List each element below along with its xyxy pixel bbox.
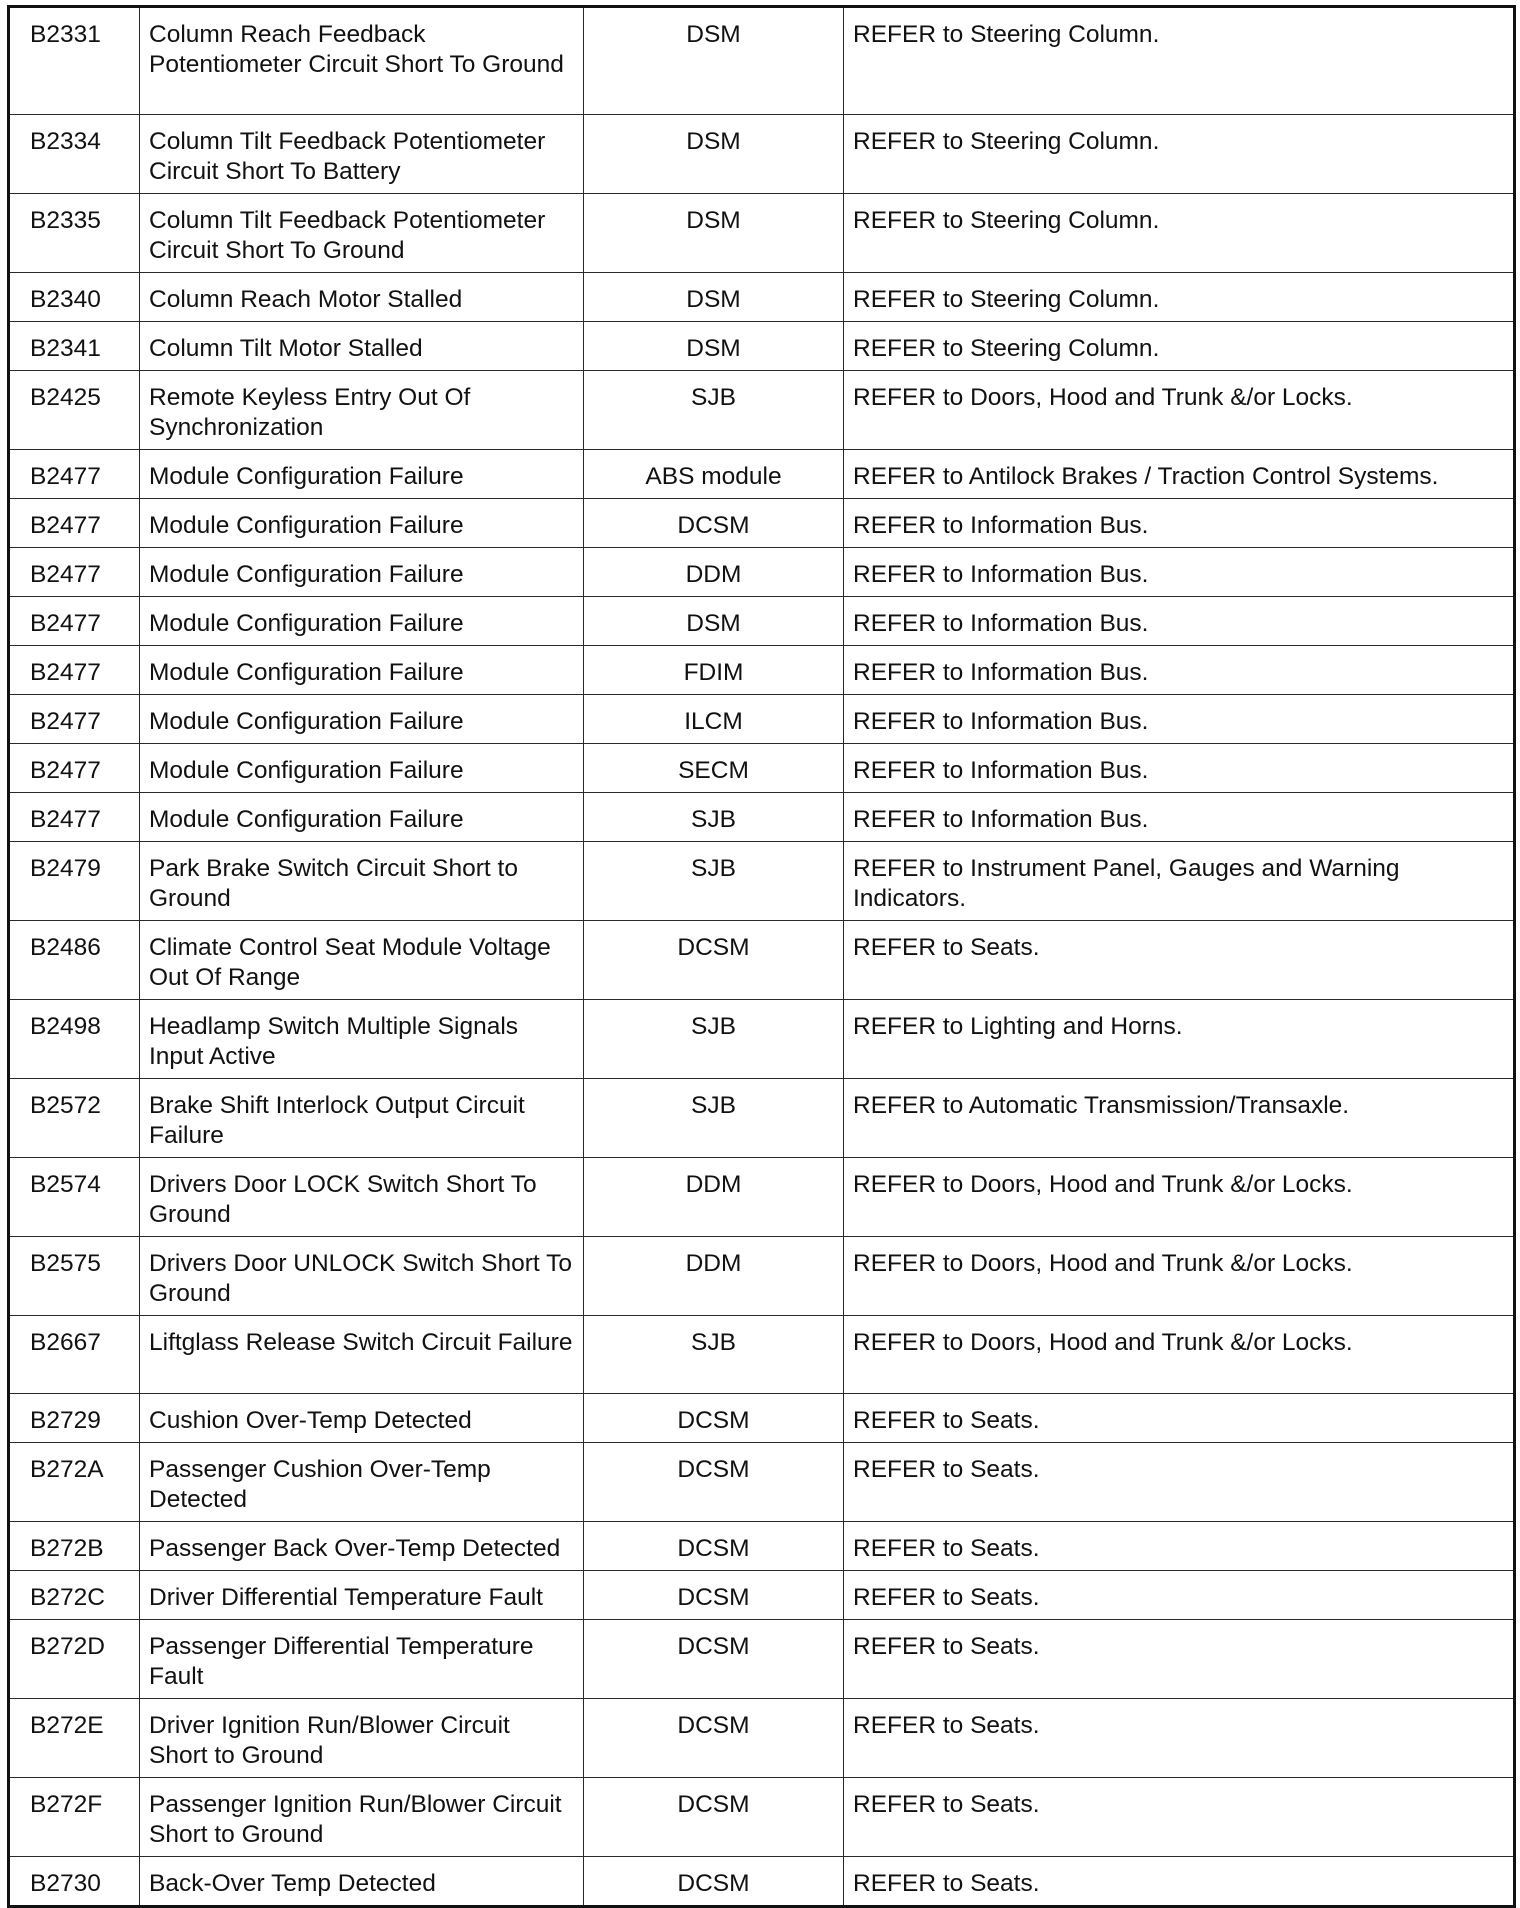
dtc-code: B2729 <box>9 1394 140 1443</box>
dtc-code: B2498 <box>9 1000 140 1079</box>
dtc-action: REFER to Information Bus. <box>844 793 1515 842</box>
dtc-module: ILCM <box>584 695 844 744</box>
dtc-module: SJB <box>584 1316 844 1394</box>
dtc-action: REFER to Steering Column. <box>844 322 1515 371</box>
dtc-action: REFER to Seats. <box>844 1394 1515 1443</box>
dtc-description: Module Configuration Failure <box>140 646 584 695</box>
dtc-action: REFER to Information Bus. <box>844 499 1515 548</box>
dtc-code: B2335 <box>9 194 140 273</box>
dtc-module: DCSM <box>584 1857 844 1907</box>
dtc-description: Module Configuration Failure <box>140 499 584 548</box>
dtc-description: Column Tilt Feedback Potentiometer Circuit Short To Ground <box>140 194 584 273</box>
table-row <box>9 1079 1515 1158</box>
dtc-module: SJB <box>584 842 844 921</box>
dtc-code: B2477 <box>9 548 140 597</box>
dtc-description: Back-Over Temp Detected <box>140 1857 584 1907</box>
table-row <box>9 842 1515 921</box>
dtc-module: DDM <box>584 548 844 597</box>
dtc-description: Remote Keyless Entry Out Of Synchronization <box>140 371 584 450</box>
table-row <box>9 450 1515 499</box>
table-row <box>9 597 1515 646</box>
dtc-description: Column Tilt Feedback Potentiometer Circuit Short To Battery <box>140 115 584 194</box>
dtc-module: ABS module <box>584 450 844 499</box>
dtc-action: REFER to Automatic Transmission/Transaxle. <box>844 1079 1515 1158</box>
dtc-action: REFER to Instrument Panel, Gauges and Warning Indicators. <box>844 842 1515 921</box>
dtc-module: DSM <box>584 597 844 646</box>
table-row <box>9 194 1515 273</box>
dtc-module: DCSM <box>584 1620 844 1699</box>
table-row <box>9 921 1515 1000</box>
dtc-module: FDIM <box>584 646 844 695</box>
dtc-description: Passenger Cushion Over-Temp Detected <box>140 1443 584 1522</box>
dtc-description: Climate Control Seat Module Voltage Out Of Range <box>140 921 584 1000</box>
dtc-description: Column Reach Feedback Potentiometer Circuit Short To Ground <box>140 7 584 115</box>
dtc-action: REFER to Steering Column. <box>844 194 1515 273</box>
table-row <box>9 7 1515 115</box>
dtc-action: REFER to Information Bus. <box>844 597 1515 646</box>
dtc-description: Drivers Door UNLOCK Switch Short To Ground <box>140 1237 584 1316</box>
dtc-description: Module Configuration Failure <box>140 597 584 646</box>
dtc-description: Module Configuration Failure <box>140 548 584 597</box>
dtc-description: Column Tilt Motor Stalled <box>140 322 584 371</box>
dtc-code: B2477 <box>9 499 140 548</box>
table-row <box>9 273 1515 322</box>
dtc-code: B2477 <box>9 597 140 646</box>
dtc-code: B272A <box>9 1443 140 1522</box>
dtc-description: Liftglass Release Switch Circuit Failure <box>140 1316 584 1394</box>
table-row <box>9 1158 1515 1237</box>
dtc-action: REFER to Steering Column. <box>844 115 1515 194</box>
dtc-description: Passenger Ignition Run/Blower Circuit Short to Ground <box>140 1778 584 1857</box>
table-row <box>9 548 1515 597</box>
dtc-action: REFER to Doors, Hood and Trunk &/or Locks. <box>844 371 1515 450</box>
dtc-code: B272F <box>9 1778 140 1857</box>
dtc-description: Driver Differential Temperature Fault <box>140 1571 584 1620</box>
dtc-module: DCSM <box>584 1571 844 1620</box>
dtc-code: B2340 <box>9 273 140 322</box>
table-row <box>9 1778 1515 1857</box>
dtc-code: B272B <box>9 1522 140 1571</box>
dtc-module: DSM <box>584 194 844 273</box>
table-row <box>9 1620 1515 1699</box>
dtc-description: Passenger Back Over-Temp Detected <box>140 1522 584 1571</box>
dtc-module: DSM <box>584 322 844 371</box>
dtc-action: REFER to Seats. <box>844 921 1515 1000</box>
table-row <box>9 1443 1515 1522</box>
dtc-action: REFER to Information Bus. <box>844 548 1515 597</box>
dtc-description: Module Configuration Failure <box>140 793 584 842</box>
table-row <box>9 1571 1515 1620</box>
dtc-code: B2334 <box>9 115 140 194</box>
dtc-code: B2572 <box>9 1079 140 1158</box>
dtc-action: REFER to Steering Column. <box>844 7 1515 115</box>
dtc-action: REFER to Antilock Brakes / Traction Control Systems. <box>844 450 1515 499</box>
dtc-code: B2667 <box>9 1316 140 1394</box>
dtc-description: Park Brake Switch Circuit Short to Ground <box>140 842 584 921</box>
table-row <box>9 499 1515 548</box>
dtc-action: REFER to Seats. <box>844 1522 1515 1571</box>
table-row <box>9 1699 1515 1778</box>
dtc-module: DSM <box>584 273 844 322</box>
dtc-description: Module Configuration Failure <box>140 450 584 499</box>
table-row <box>9 1000 1515 1079</box>
table-row <box>9 371 1515 450</box>
dtc-code: B272E <box>9 1699 140 1778</box>
dtc-code: B2331 <box>9 7 140 115</box>
dtc-description: Cushion Over-Temp Detected <box>140 1394 584 1443</box>
table-row <box>9 1237 1515 1316</box>
table-row <box>9 1316 1515 1394</box>
dtc-table-sheet <box>7 5 1513 1897</box>
dtc-description: Passenger Differential Temperature Fault <box>140 1620 584 1699</box>
dtc-module: DSM <box>584 115 844 194</box>
dtc-module: DCSM <box>584 1778 844 1857</box>
dtc-table <box>7 5 1516 1908</box>
dtc-code: B2341 <box>9 322 140 371</box>
dtc-description: Drivers Door LOCK Switch Short To Ground <box>140 1158 584 1237</box>
dtc-action: REFER to Seats. <box>844 1620 1515 1699</box>
dtc-code: B2477 <box>9 695 140 744</box>
dtc-module: SJB <box>584 1079 844 1158</box>
dtc-code: B2477 <box>9 646 140 695</box>
dtc-module: DCSM <box>584 921 844 1000</box>
table-row <box>9 1522 1515 1571</box>
dtc-module: DCSM <box>584 499 844 548</box>
dtc-module: DDM <box>584 1158 844 1237</box>
table-row <box>9 744 1515 793</box>
dtc-module: SJB <box>584 371 844 450</box>
dtc-description: Module Configuration Failure <box>140 744 584 793</box>
table-row <box>9 793 1515 842</box>
dtc-action: REFER to Seats. <box>844 1778 1515 1857</box>
dtc-action: REFER to Seats. <box>844 1699 1515 1778</box>
dtc-code: B2575 <box>9 1237 140 1316</box>
dtc-code: B2477 <box>9 450 140 499</box>
dtc-action: REFER to Seats. <box>844 1857 1515 1907</box>
dtc-description: Headlamp Switch Multiple Signals Input Active <box>140 1000 584 1079</box>
dtc-action: REFER to Doors, Hood and Trunk &/or Locks. <box>844 1316 1515 1394</box>
dtc-description: Brake Shift Interlock Output Circuit Failure <box>140 1079 584 1158</box>
dtc-action: REFER to Seats. <box>844 1571 1515 1620</box>
dtc-module: DCSM <box>584 1394 844 1443</box>
dtc-action: REFER to Information Bus. <box>844 646 1515 695</box>
dtc-description: Module Configuration Failure <box>140 695 584 744</box>
dtc-module: SJB <box>584 793 844 842</box>
dtc-action: REFER to Lighting and Horns. <box>844 1000 1515 1079</box>
dtc-code: B272C <box>9 1571 140 1620</box>
dtc-code: B2486 <box>9 921 140 1000</box>
table-row <box>9 1394 1515 1443</box>
table-row <box>9 115 1515 194</box>
dtc-module: SECM <box>584 744 844 793</box>
dtc-action: REFER to Information Bus. <box>844 695 1515 744</box>
dtc-code: B2479 <box>9 842 140 921</box>
dtc-module: DSM <box>584 7 844 115</box>
dtc-description: Column Reach Motor Stalled <box>140 273 584 322</box>
dtc-code: B2425 <box>9 371 140 450</box>
dtc-code: B2477 <box>9 793 140 842</box>
table-row <box>9 322 1515 371</box>
dtc-action: REFER to Doors, Hood and Trunk &/or Locks. <box>844 1158 1515 1237</box>
dtc-module: DCSM <box>584 1443 844 1522</box>
dtc-action: REFER to Information Bus. <box>844 744 1515 793</box>
dtc-module: DCSM <box>584 1699 844 1778</box>
table-row <box>9 646 1515 695</box>
table-row <box>9 695 1515 744</box>
dtc-module: DCSM <box>584 1522 844 1571</box>
dtc-code: B2574 <box>9 1158 140 1237</box>
dtc-code: B272D <box>9 1620 140 1699</box>
dtc-module: DDM <box>584 1237 844 1316</box>
dtc-action: REFER to Steering Column. <box>844 273 1515 322</box>
dtc-module: SJB <box>584 1000 844 1079</box>
dtc-action: REFER to Doors, Hood and Trunk &/or Locks. <box>844 1237 1515 1316</box>
dtc-action: REFER to Seats. <box>844 1443 1515 1522</box>
dtc-code: B2477 <box>9 744 140 793</box>
dtc-code: B2730 <box>9 1857 140 1907</box>
dtc-description: Driver Ignition Run/Blower Circuit Short to Ground <box>140 1699 584 1778</box>
